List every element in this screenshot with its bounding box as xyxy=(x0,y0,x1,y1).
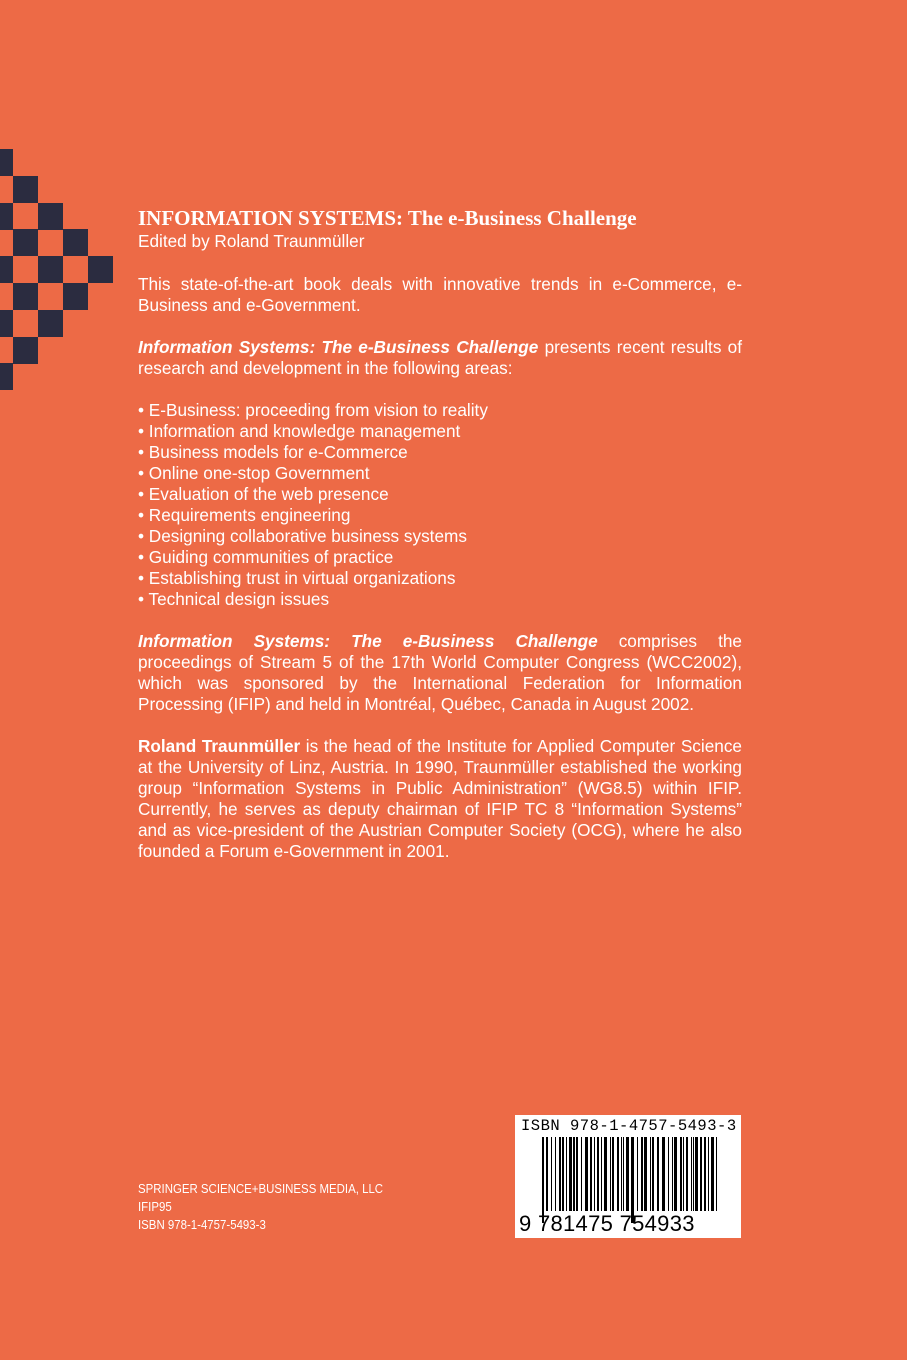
barcode-digits: 9 781475 754933 xyxy=(519,1211,695,1236)
barcode-bar xyxy=(700,1137,702,1211)
pattern-square xyxy=(63,283,88,310)
barcode-bar xyxy=(555,1137,556,1211)
barcode-bar xyxy=(711,1137,714,1211)
barcode-bar xyxy=(650,1137,651,1211)
pattern-square xyxy=(0,203,13,230)
isbn-text: ISBN 978-1-4757-5493-3 xyxy=(138,1217,266,1232)
barcode-bar xyxy=(693,1137,694,1211)
areas-paragraph xyxy=(138,337,742,379)
barcode-bar xyxy=(662,1137,665,1211)
book-title: INFORMATION SYSTEMS: The e-Business Challenge xyxy=(138,206,637,230)
barcode-bar xyxy=(683,1137,684,1211)
area-item: • Business models for e-Commerce xyxy=(138,442,742,463)
pattern-square xyxy=(88,256,113,283)
barcode-bar xyxy=(576,1137,578,1211)
area-item: • Technical design issues xyxy=(138,589,742,610)
barcode-bar xyxy=(581,1137,582,1211)
pattern-square xyxy=(0,310,13,337)
barcode-bar xyxy=(641,1137,643,1211)
barcode-bar xyxy=(652,1137,654,1211)
barcode-bar xyxy=(657,1137,659,1211)
barcode-bar xyxy=(695,1137,698,1211)
barcode-bar xyxy=(617,1137,619,1211)
back-cover-text xyxy=(138,205,742,883)
author-bio: is the head of the Institute for Applied Computer Science at the University of Linz, Austria. In 1990, Traunmüller established the working group “Information Systems in Public Administration” (WG8.5) within IFIP. Currently, he serves as deputy chairman of IFIP TC 8 “Information Systems” and as vice-president of the Austrian Computer Society (OCG), where he also founded a Forum e-Government in 2001. xyxy=(138,736,742,861)
barcode-bar xyxy=(686,1137,688,1211)
pattern-square xyxy=(13,283,38,310)
pattern-square xyxy=(0,363,13,390)
barcode-bar xyxy=(601,1137,602,1211)
pattern-square xyxy=(13,229,38,256)
barcode-bar xyxy=(691,1137,692,1211)
barcode-bar xyxy=(562,1137,564,1211)
barcode-bar xyxy=(637,1137,638,1211)
barcode-bar xyxy=(559,1137,561,1211)
barcode-bar xyxy=(585,1137,588,1211)
pattern-square xyxy=(13,176,38,203)
series-label: IFIP95 xyxy=(138,1199,172,1214)
barcode-bar xyxy=(551,1137,552,1211)
areas-intro: presents recent results of research and development in the following areas: xyxy=(138,337,743,378)
areas-list xyxy=(138,400,742,610)
barcode-bar xyxy=(621,1137,622,1211)
barcode-bar xyxy=(590,1137,592,1211)
area-item: • Requirements engineering xyxy=(138,505,742,526)
barcode-bar xyxy=(680,1137,682,1211)
barcode-bar xyxy=(672,1137,673,1211)
author-name: Roland Traunmüller xyxy=(138,736,301,756)
barcode-isbn-label: ISBN 978-1-4757-5493-3 xyxy=(521,1117,737,1135)
area-item: • Establishing trust in virtual organizations xyxy=(138,568,742,589)
book-title-italic: Information Systems: The e-Business Challenge xyxy=(138,337,539,357)
proceedings-paragraph xyxy=(138,631,742,715)
publisher-footer xyxy=(138,1180,383,1234)
publisher-name: SPRINGER SCIENCE+BUSINESS MEDIA, LLC xyxy=(138,1181,384,1196)
barcode-bar xyxy=(704,1137,706,1211)
area-item: • Evaluation of the web presence xyxy=(138,484,742,505)
area-item: • Guiding communities of practice xyxy=(138,547,742,568)
barcode-bar xyxy=(674,1137,677,1211)
barcode-bar xyxy=(612,1137,614,1211)
barcode-bar xyxy=(623,1137,624,1211)
intro-paragraph: This state-of-the-art book deals with innovative trends in e-Commerce, e-Business and e-Government. xyxy=(138,274,742,315)
isbn-barcode xyxy=(515,1115,741,1238)
barcode-bar xyxy=(594,1137,595,1211)
barcode-bar xyxy=(566,1137,567,1211)
barcode-bar xyxy=(569,1137,572,1211)
barcode-bar xyxy=(610,1137,611,1211)
book-title-italic: Information Systems: The e-Business Challenge xyxy=(138,631,598,651)
pattern-square xyxy=(0,256,13,283)
pattern-square xyxy=(63,229,88,256)
barcode-bar xyxy=(708,1137,709,1211)
pattern-square xyxy=(13,337,38,364)
pattern-square xyxy=(38,310,63,337)
barcode-bar xyxy=(626,1137,629,1211)
author-paragraph xyxy=(138,736,742,862)
area-item: • Online one-stop Government xyxy=(138,463,742,484)
pattern-square xyxy=(0,149,13,176)
barcode-bar xyxy=(668,1137,669,1211)
area-item: • Designing collaborative business systems xyxy=(138,526,742,547)
editor-line: Edited by Roland Traunmüller xyxy=(138,231,365,251)
barcode-bar xyxy=(604,1137,607,1211)
area-item: • E-Business: proceeding from vision to reality xyxy=(138,400,742,421)
barcode-bar xyxy=(644,1137,647,1211)
barcode-bar xyxy=(597,1137,599,1211)
barcode-bar xyxy=(716,1137,717,1211)
pattern-square xyxy=(38,256,63,283)
proceedings-text: comprises the proceedings of Stream 5 of the 17th World Computer Congress (WCC2002), which was sponsored by the International Federation for Information Processing (IFIP) and held in Montréal, Québec, Canada in August 2002. xyxy=(138,631,742,714)
barcode-bar xyxy=(546,1137,548,1211)
pattern-square xyxy=(38,203,63,230)
area-item: • Information and knowledge management xyxy=(138,421,742,442)
barcode-bar xyxy=(573,1137,575,1211)
